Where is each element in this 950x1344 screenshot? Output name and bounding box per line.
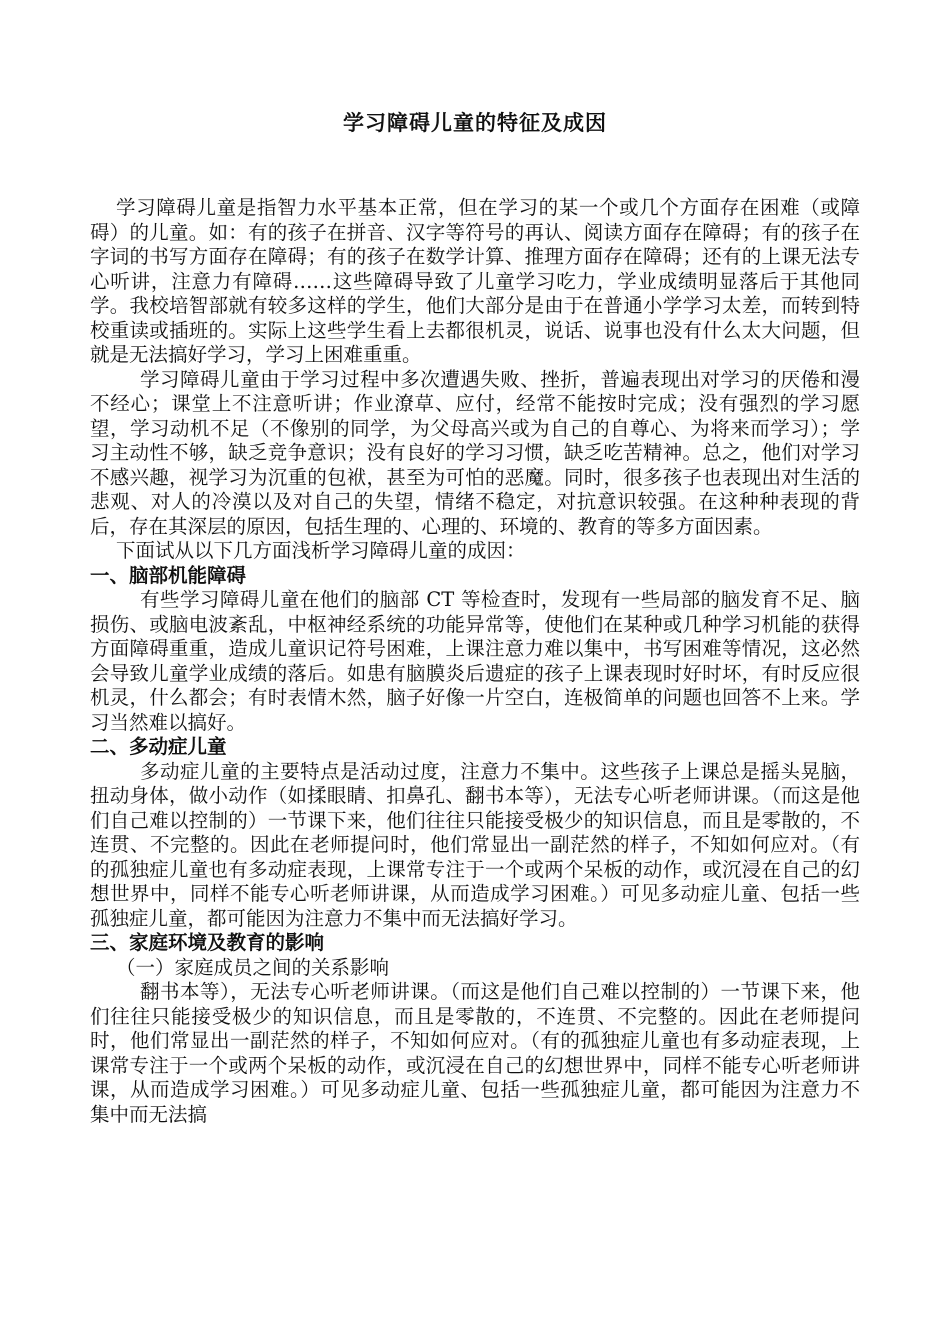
family-relations-paragraph: 翻书本等），无法专心听老师讲课。（而这是他们自己难以控制的）一节课下来，他们往往只能接受极少的知识信息，而且是零散的，不连贯、不完整的。因此在老师提问时，他们常显出一副茫然的样子，不知如何应对。（有的孤独症儿童也有多动症表现，上课常专注于一个或两个呆板的动作，或沉浸在自己的幻想世界中，同样不能专心听老师讲课，从而造成学习困难。）可见多动症儿童、包括一些孤独症儿童，都可能因为注意力不集中而无法搞 — [90, 980, 860, 1126]
document-title: 学习障碍儿童的特征及成因 — [343, 111, 607, 135]
adhd-paragraph: 多动症儿童的主要特点是活动过度，注意力不集中。这些孩子上课总是摇头晃脑，扭动身体，做小动作（如揉眼睛、扣鼻孔、翻书本等），无法专心听老师讲课。（而这是他们自己难以控制的）一节课下来，他们往往只能接受极少的知识信息，而且是零散的，不连贯、不完整的。因此在老师提问时，他们常显出一副茫然的样子，不知如何应对。（有的孤独症儿童也有多动症表现，上课常专注于一个或两个呆板的动作，或沉浸在自己的幻想世界中，同样不能专心听老师讲课，从而造成学习困难。）可见多动症儿童、包括一些孤独症儿童，都可能因为注意力不集中而无法搞好学习。 — [90, 759, 860, 930]
intro-paragraph: 学习障碍儿童是指智力水平基本正常，但在学习的某一个或几个方面存在困难（或障碍）的儿童。如：有的孩子在拼音、汉字等符号的再认、阅读方面存在障碍；有的孩子在字词的书写方面存在障碍；有的孩子在数学计算、推理方面存在障碍；还有的上课无法专心听讲，注意力有障碍……这些障碍导致了儿童学习吃力，学业成绩明显落后于其他同学。我校培智部就有较多这样的学生，他们大部分是由于在普通小学学习太差，而转到特校重读或插班的。实际上这些学生看上去都很机灵，说话、说事也没有什么太大问题，但就是无法搞好学习，学习上困难重重。 — [90, 196, 860, 366]
brain-dysfunction-paragraph: 有些学习障碍儿童在他们的脑部 CT 等检查时，发现有一些局部的脑发育不足、脑损伤、或脑电波紊乱，中枢神经系统的功能异常等，使他们在某种或几种学习机能的获得方面障碍重重，造成儿童识记符号困难，上课注意力难以集中，书写困难等情况，这必然会导致儿童学业成绩的落后。如患有脑膜炎后遗症的孩子上课表现时好时坏，有时反应很机灵，什么都会；有时表情木然，脑子好像一片空白，连极简单的问题也回答不上来。学习当然难以搞好。 — [90, 588, 860, 734]
manifestation-paragraph: 学习障碍儿童由于学习过程中多次遭遇失败、挫折，普遍表现出对学习的厌倦和漫不经心；课堂上不注意听讲；作业潦草、应付，经常不能按时完成；没有强烈的学习愿望，学习动机不足（不像别的同学，为父母高兴或为自己的自尊心、为将来而学习）；学习主动性不够，缺乏竞争意识；没有良好的学习习惯，缺乏吃苦精神。总之，他们对学习不感兴趣，视学习为沉重的包袱，甚至为可怕的恶魔。同时，很多孩子也表现出对生活的悲观、对人的冷漠以及对自己的失望，情绪不稳定，对抗意识较强。在这种种表现的背后，存在其深层的原因，包括生理的、心理的、环境的、教育的等多方面因素。 — [90, 367, 860, 538]
document-page — [90, 108, 860, 1127]
section-heading-family: 三、家庭环境及教育的影响 — [90, 931, 325, 954]
section-heading-brain: 一、脑部机能障碍 — [90, 563, 247, 587]
section-heading-adhd: 二、多动症儿童 — [90, 735, 227, 758]
causes-intro-paragraph: 下面试从以下几方面浅析学习障碍儿童的成因： — [116, 539, 526, 562]
subsection-heading-family-relations: （一）家庭成员之间的关系影响 — [116, 955, 390, 979]
